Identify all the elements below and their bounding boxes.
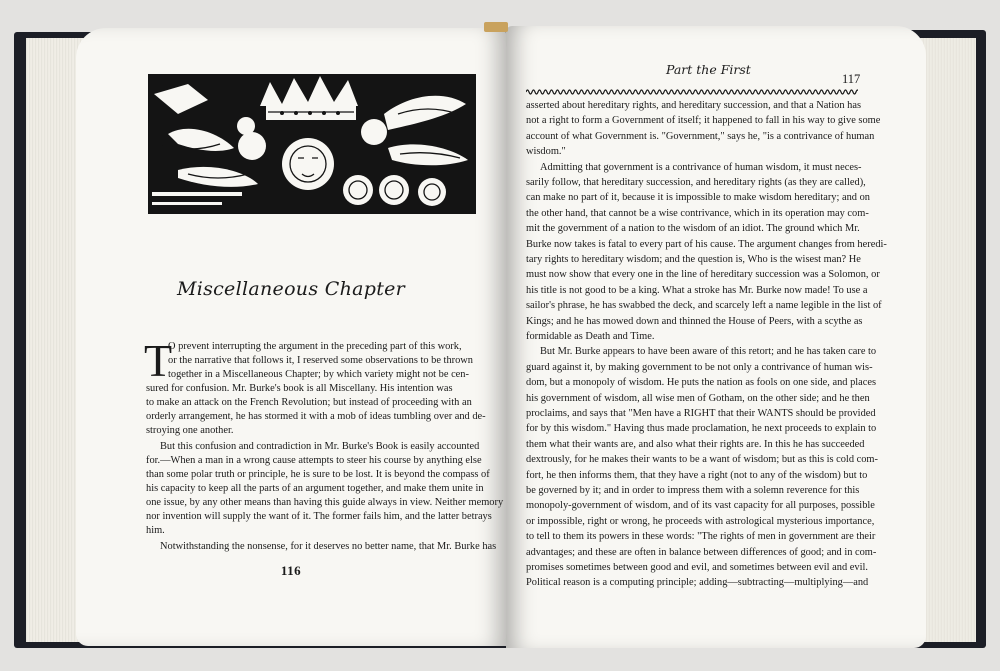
page-number: 117: [842, 72, 861, 86]
drop-cap: T: [144, 335, 173, 386]
text-line: stroying one another.: [146, 425, 234, 436]
text-line: than some polar truth or principle, he is sure to be lost. It is beyond the compass of: [146, 469, 490, 480]
text-line: guard against it, by making government to be not only a contrivance of human wis-: [526, 361, 873, 373]
text-line: tary rights to hereditary wisdom; and the question is, Who is the wisest man? He: [526, 254, 861, 265]
text-line: sarily follow, that hereditary succession, and hereditary rights (as they are called),: [526, 177, 866, 188]
text-line: not a right to form a Government of itself; it happened to fall in his way to give some: [526, 115, 881, 127]
right-page: [506, 26, 926, 648]
text-line: sured for confusion. Mr. Burke's book is all Miscellany. His intention was: [146, 383, 453, 394]
text-line: one issue, by any other means than having this guide always in view. Neither memory: [146, 497, 504, 508]
text-line: nor invention will supply the want of it. The former fails him, and the latter betrays: [146, 511, 492, 522]
text-line: promises sometimes between good and evil, and sometimes between evil and evil.: [526, 562, 868, 573]
text-line: orderly arrangement, he has stormed it with a mob of ideas tumbling over and de-: [146, 411, 486, 422]
text-line: to tell to them its powers in these words: "The rights of men in government are their: [526, 531, 876, 543]
text-line: Kings; and he has mowed down and thinned the House of Peers, with a scythe as: [526, 315, 863, 327]
running-head: Part the First: [666, 62, 751, 77]
text-line: be governed by it; and in order to impress them with a solemn reverence for this: [526, 485, 860, 496]
woodcut-illustration: [148, 74, 476, 214]
text-line: proclaims, and says that "Men have a RIGHT that their WANTS should be provided: [526, 408, 876, 419]
text-line: him.: [146, 525, 165, 536]
text-line: Notwithstanding the nonsense, for it deserves no better name, that Mr. Burke has: [160, 541, 497, 552]
text-line: formidable as Death and Time.: [526, 331, 655, 342]
chapter-title: Miscellaneous Chapter: [176, 278, 406, 300]
text-line: or impossible, right or wrong, he proceeds with astrological mysterious importance,: [526, 515, 875, 527]
text-line: account of what Government is. "Government," says he, "is a contrivance of human: [526, 130, 875, 142]
text-line: But Mr. Burke appears to have been aware of this retort; and he has taken care to: [540, 346, 877, 358]
bookmark-ribbon: [484, 22, 508, 32]
text-line: them what their wants are, and also what their rights are. In this he has succeeded: [526, 438, 865, 450]
text-line: together in a Miscellaneous Chapter; by which variety might not be cen-: [168, 369, 469, 380]
text-line: for.—When a man in a wrong cause attempts to steer his course by anything else: [146, 455, 482, 466]
text-line: Political reason is a computing principle; adding—subtracting—multiplying—and: [526, 577, 869, 589]
text-line: must now show that every one in the line of hereditary succession was a Solomon, or: [526, 269, 880, 281]
text-line: dextrously, for he makes their wants to be a want of wisdom; but as this is cold com-: [526, 454, 878, 466]
text-line: wisdom.": [526, 146, 566, 158]
text-line: to make an attack on the French Revolution; but instead of proceeding with an: [146, 397, 472, 408]
text-line: his government of wisdom, all wise men of Gotham, on the other side; and he then: [526, 392, 870, 404]
text-line: advantages; and these are often in balance between differences of good; and in com-: [526, 546, 877, 558]
text-line: the other hand, that cannot be a wise contrivance, which in its operation may com-: [526, 207, 869, 219]
text-line: sailor's phrase, he has swabbed the deck, and scarcely left a name legible in the list of: [526, 300, 882, 312]
text-line: his capacity to keep all the parts of an argument together, and make them unite in: [146, 483, 484, 494]
text-line: But this confusion and contradiction in Mr. Burke's Book is easily accounted: [160, 441, 480, 452]
page-number: 116: [280, 563, 302, 578]
text-line: for by this wisdom." Having thus made proclamation, he next proceeds to explain to: [526, 423, 877, 435]
text-line: monopoly-government of wisdom, and of its vast capacity for all purposes, possible: [526, 500, 875, 512]
text-line: Burke now takes is fatal to every part of his cause. The argument changes from heredi-: [526, 238, 887, 250]
text-line: his title is not good to be a king. What a stroke has Mr. Burke now made! To use a: [526, 284, 868, 296]
text-line: mit the government of a nation to the wisdom of an idiot. The ground which Mr.: [526, 223, 860, 235]
wavy-rule: [526, 88, 858, 96]
text-line: O prevent interrupting the argument in the preceding part of this work,: [168, 341, 462, 352]
text-line: or the narrative that follows it, I reserved some observations to be thrown: [168, 355, 473, 366]
text-line: can make no part of it, because it is impossible to make wisdom hereditary; and on: [526, 192, 870, 204]
text-line: dom, but a monopoly of wisdom. He puts the nation as fools on one side, and places: [526, 377, 877, 389]
text-line: asserted about hereditary rights, and hereditary succession, and that a Nation has: [526, 100, 861, 111]
text-line: Admitting that government is a contrivance of human wisdom, it must neces-: [540, 161, 862, 173]
text-line: fort, he then informs them, that they have a right (not to any of the wisdom) but to: [526, 469, 868, 481]
left-page: [76, 28, 506, 646]
